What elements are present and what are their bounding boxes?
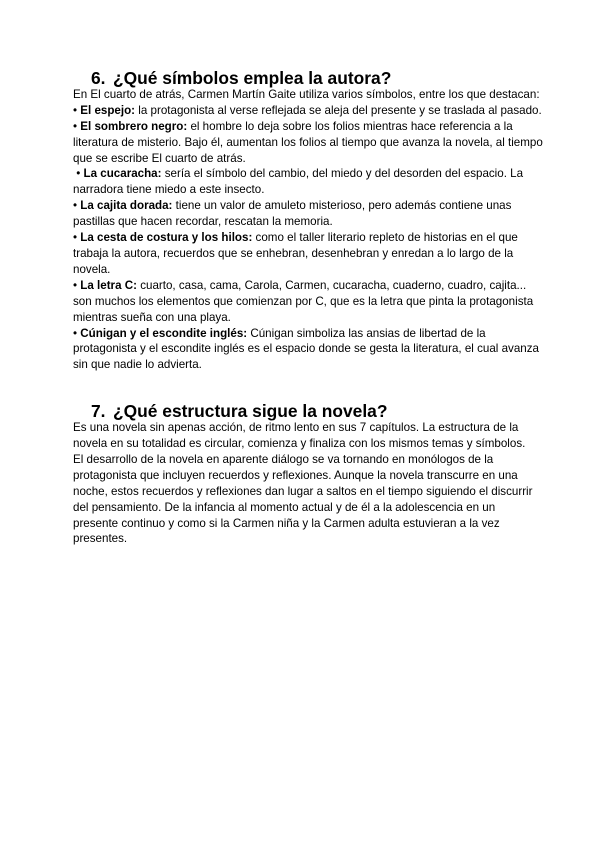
section-7-paragraph-1: Es una novela sin apenas acción, de ritmo lento en sus 7 capítulos. La estructura de la novela en su totalidad es circular, comienza y finaliza con los mismos temas y símbolos. xyxy=(73,421,526,451)
bullet-item-cunigan xyxy=(73,326,543,374)
bullet-text: como el taller literario repleto de historias en el que trabaja la autora, recuerdos que se enhebran, desenhebran y enredan a lo largo de la novela. xyxy=(73,231,518,276)
bullet-marker: • xyxy=(73,278,81,292)
section-7-paragraph-2: El desarrollo de la novela en aparente diálogo se va tornando en monólogos de la protagonista que incluyen recuerdos y reflexiones. Aunque la novela transcurre en una noche, estos recuerdos y reflexiones dan lugar a saltos en el tiempo siguiendo el discurrir del pensamiento. De la infancia al momento actual y de él a la adolescencia en un presente continuo y como si la Carmen niña y la Carmen adulta estuvieran a la vez presentes. xyxy=(73,452,533,546)
bullet-marker: • xyxy=(73,326,81,340)
bullet-marker: • xyxy=(73,119,81,133)
section-7-heading xyxy=(73,401,543,422)
section-7-title: ¿Qué estructura sigue la novela? xyxy=(113,401,388,422)
section-6-heading xyxy=(73,68,543,88)
bullet-marker: • xyxy=(73,231,81,245)
bullet-item-espejo xyxy=(73,103,543,119)
bullet-term: La cajita dorada: xyxy=(80,199,173,213)
bullet-term: El espejo: xyxy=(80,103,136,117)
section-6-intro: En El cuarto de atrás, Carmen Martín Gaite utiliza varios símbolos, entre los que destacan: xyxy=(73,87,540,101)
section-7-number: 7. xyxy=(91,401,106,422)
bullet-term: Cúnigan y el escondite inglés: xyxy=(80,326,248,340)
bullet-term: La cucaracha: xyxy=(83,167,162,181)
section-6-number: 6. xyxy=(91,68,106,88)
bullet-term: El sombrero negro: xyxy=(80,119,188,133)
bullet-item-letra-c xyxy=(73,278,543,326)
bullet-text: la protagonista al verse reflejada se aleja del presente y se traslada al pasado. xyxy=(135,103,542,117)
bullet-marker: • xyxy=(73,103,81,117)
bullet-item-sombrero xyxy=(73,119,543,167)
bullet-term: La cesta de costura y los hilos: xyxy=(80,231,253,245)
bullet-item-cucaracha xyxy=(73,166,543,198)
section-6-title: ¿Qué símbolos emplea la autora? xyxy=(113,68,392,88)
bullet-text: cuarto, casa, cama, Carola, Carmen, cucaracha, cuaderno, cuadro, cajita... son muchos los elementos que comienzan por C, que es la letra que pinta la protagonista mientras sueña con una playa. xyxy=(73,278,534,324)
bullet-item-cesta xyxy=(73,230,543,278)
bullet-term: La letra C: xyxy=(80,278,137,292)
bullet-text: sería el símbolo del cambio, del miedo y del desorden del espacio. La narradora tiene miedo a este insecto. xyxy=(73,167,524,197)
bullet-text: Cúnigan simboliza las ansias de libertad de la protagonista y el escondite inglés es el espacio donde se gesta la literatura, el cual avanza sin que nadie lo advierta. xyxy=(73,326,539,372)
bullet-marker: • xyxy=(73,199,81,213)
bullet-item-cajita xyxy=(73,198,543,230)
document-page xyxy=(73,68,543,547)
bullet-text: el hombre lo deja sobre los folios mientras hace referencia a la literatura de misterio. Bajo él, aumentan los folios al tiempo que avanza la novela, al tiempo que se escribe El cuarto de atrás. xyxy=(73,119,543,165)
bullet-marker: • xyxy=(73,167,84,181)
bullet-text: tiene un valor de amuleto misterioso, pero además contiene unas pastillas que hacen recordar, rescatan la memoria. xyxy=(73,199,512,229)
section-spacer xyxy=(73,373,543,404)
